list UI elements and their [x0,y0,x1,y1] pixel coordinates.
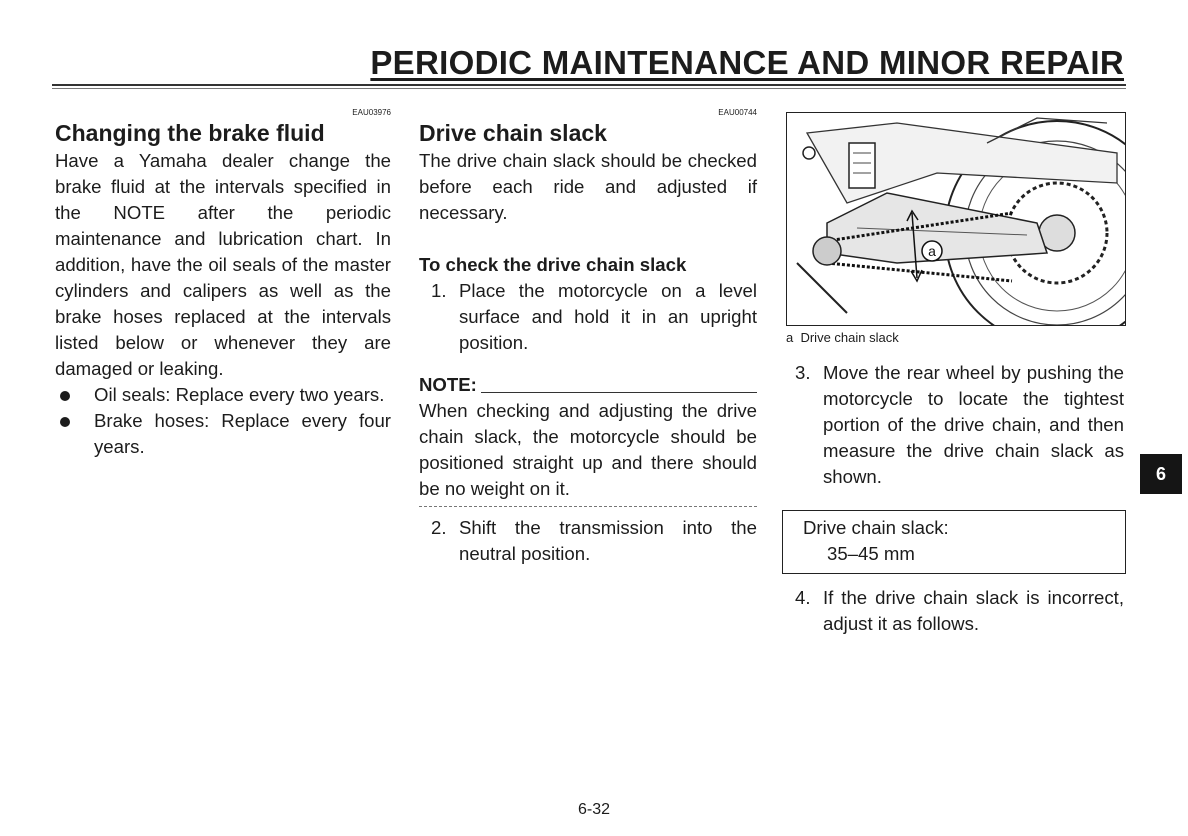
note-end-rule [419,506,757,507]
bullet-dot-icon [60,417,70,427]
note-block [419,372,757,507]
body-paragraph: Have a Yamaha dealer change the brake fluid at the intervals specified in the NOTE after the periodic maintenance and lubrication chart. In addition, have the oil seals of the master cylinders and calipers as well as the brake hoses replaced at the intervals listed below or whenever they are damaged or leaking. [55,150,391,379]
header-rule [52,84,1126,89]
spec-label: Drive chain slack: [803,517,949,538]
drive-chain-figure [786,112,1126,326]
section-title: Changing the brake fluid [55,120,325,146]
step-list [419,515,757,567]
step-number: 1. [431,280,447,301]
right-column [783,360,1124,490]
page-number: 6-32 [577,801,611,818]
step-text: Shift the transmission into the neutral position. [459,517,757,564]
figure-caption [786,330,899,346]
step-number: 3. [795,362,811,383]
left-column [55,108,391,460]
callout-marker: a [928,243,936,259]
page-title: PERIODIC MAINTENANCE AND MINOR REPAIR [370,44,1124,81]
spec-box [782,510,1126,574]
right-column-lower [783,585,1124,637]
chain-lower [827,263,1012,281]
bullet-text: Brake hoses: Replace every four years. [94,410,391,457]
front-sprocket [813,237,841,265]
step-item [419,278,757,356]
step-list [783,585,1124,637]
bullet-text: Oil seals: Replace every two years. [94,384,385,405]
subheading: To check the drive chain slack [419,254,687,275]
step-number: 4. [795,587,811,608]
note-rule [481,392,757,393]
middle-column [419,108,757,567]
step-number: 2. [431,517,447,538]
bullet-item [55,408,391,460]
caption-text: Drive chain slack [800,330,899,345]
caption-marker: a [786,330,794,345]
step-item [783,360,1124,490]
bullet-dot-icon [60,391,70,401]
note-heading [419,372,757,398]
note-label: NOTE: [419,374,477,395]
section-code: EAU03976 [352,108,391,117]
rear-shock [849,143,875,188]
step-item [419,515,757,567]
step-text: If the drive chain slack is incorrect, adjust it as follows. [823,587,1124,634]
spec-value: 35–45 mm [827,543,915,564]
step-list [419,278,757,356]
step-text: Place the motorcycle on a level surface and hold it in an upright position. [459,280,757,353]
footrest-bracket [797,263,847,313]
note-text: When checking and adjusting the drive chain slack, the motorcycle should be positioned straight up and there should be no weight on it. [419,400,757,499]
step-text: Move the rear wheel by pushing the motorcycle to locate the tightest portion of the drive chain, and then measure the drive chain slack as shown. [823,362,1124,487]
bullet-list [55,382,391,460]
chapter-tab: 6 [1140,454,1182,494]
step-item [783,585,1124,637]
section-code: EAU00744 [718,108,757,117]
bullet-item [55,382,391,408]
bolt [803,147,815,159]
motorcycle-rear-illustration [787,113,1125,325]
body-paragraph: The drive chain slack should be checked before each ride and adjusted if necessary. [419,150,757,223]
section-title: Drive chain slack [419,120,607,146]
step-list [783,360,1124,490]
